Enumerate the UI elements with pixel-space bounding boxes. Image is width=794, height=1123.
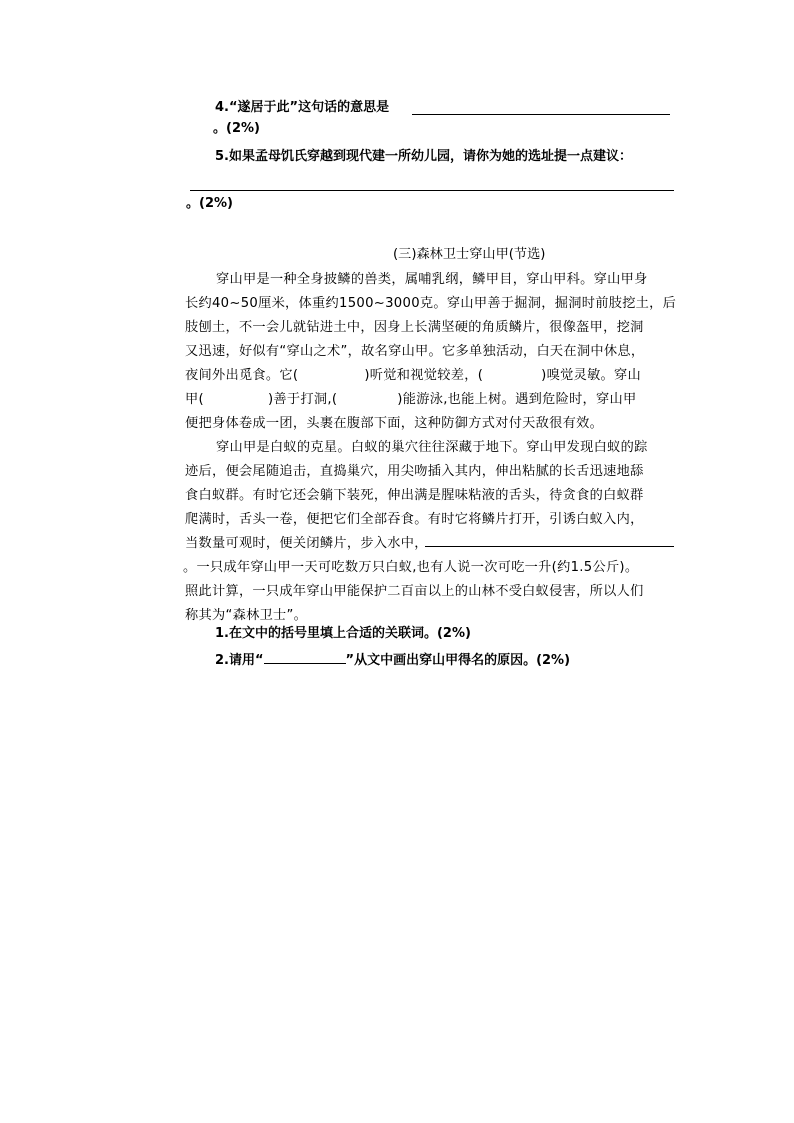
question-5-answer-line[interactable] <box>190 190 674 191</box>
article-line: 食白蚁群。有时它还会躺下装死，伸出满是腥味粘液的舌头，待贪食的白蚁群 <box>185 488 644 503</box>
article-line: 夜间外出觅食。它( )听觉和视觉较差，( )嗅觉灵敏。穿山 <box>185 368 642 383</box>
article-line: 肢刨土，不一会儿就钻进土中，因身上长满坚硬的角质鳞片，很像盔甲，挖洞 <box>185 320 644 335</box>
question-4-answer-line[interactable] <box>412 114 670 115</box>
article-line: 。一只成年穿山甲一天可吃数万只白蚁,也有人说一次可吃一升(约1.5公斤)。 <box>183 560 639 575</box>
question-4-text: 4.“遂居于此”这句话的意思是 <box>215 100 390 115</box>
article-fill-line[interactable] <box>425 546 674 547</box>
article-line: 穿山甲是一种全身披鳞的兽类，属哺乳纲，鳞甲目，穿山甲科。穿山甲身 <box>216 272 648 287</box>
question-5: 5.如果孟母饥氏穿越到现代建一所幼儿园，请你为她的选址提一点建议： <box>215 149 632 164</box>
question-2 <box>215 651 570 670</box>
article-line: 照此计算，一只成年穿山甲能保护二百亩以上的山林不受白蚁侵害，所以人们 <box>185 584 644 599</box>
question-4 <box>215 99 389 117</box>
question-5-score: 。(2%) <box>186 196 233 211</box>
article-line: 长约40~50厘米，体重约1500~3000克。穿山甲善于掘洞，掘洞时前肢挖土，后 <box>185 296 677 311</box>
article-line: 又迅速，好似有“穿山之术”，故名穿山甲。它多单独活动，白天在洞中休息， <box>185 344 645 359</box>
question-2-suffix: ”从文中画出穿山甲得名的原因。(2%) <box>345 653 571 668</box>
article-line: 当数量可观时，便关闭鳞片，步入水中， <box>185 536 428 551</box>
article-line: 穿山甲是白蚁的克星。白蚁的巢穴往往深藏于地下。穿山甲发现白蚁的踪 <box>216 440 648 455</box>
underline-sample <box>264 651 346 664</box>
article-line: 甲( )善于打洞,( )能游泳,也能上树。遇到危险时，穿山甲 <box>185 392 637 407</box>
question-1: 1.在文中的括号里填上合适的关联词。(2%) <box>215 626 471 641</box>
article-line: 便把身体卷成一团，头裹在腹部下面，这种防御方式对付天敌很有效。 <box>185 416 604 431</box>
article-line: 称其为“森林卫士”。 <box>185 608 308 623</box>
article-title: (三)森林卫士穿山甲(节选) <box>393 247 546 262</box>
article-line: 迹后，便会尾随追击，直捣巢穴，用尖吻插入其内，伸出粘腻的长舌迅速地舔 <box>185 464 644 479</box>
question-2-prefix: 2.请用“ <box>215 653 264 668</box>
question-4-score: 。(2%) <box>213 121 260 136</box>
article-line: 爬满时，舌头一卷，便把它们全部吞食。有时它将鳞片打开，引诱白蚁入内， <box>185 512 644 527</box>
